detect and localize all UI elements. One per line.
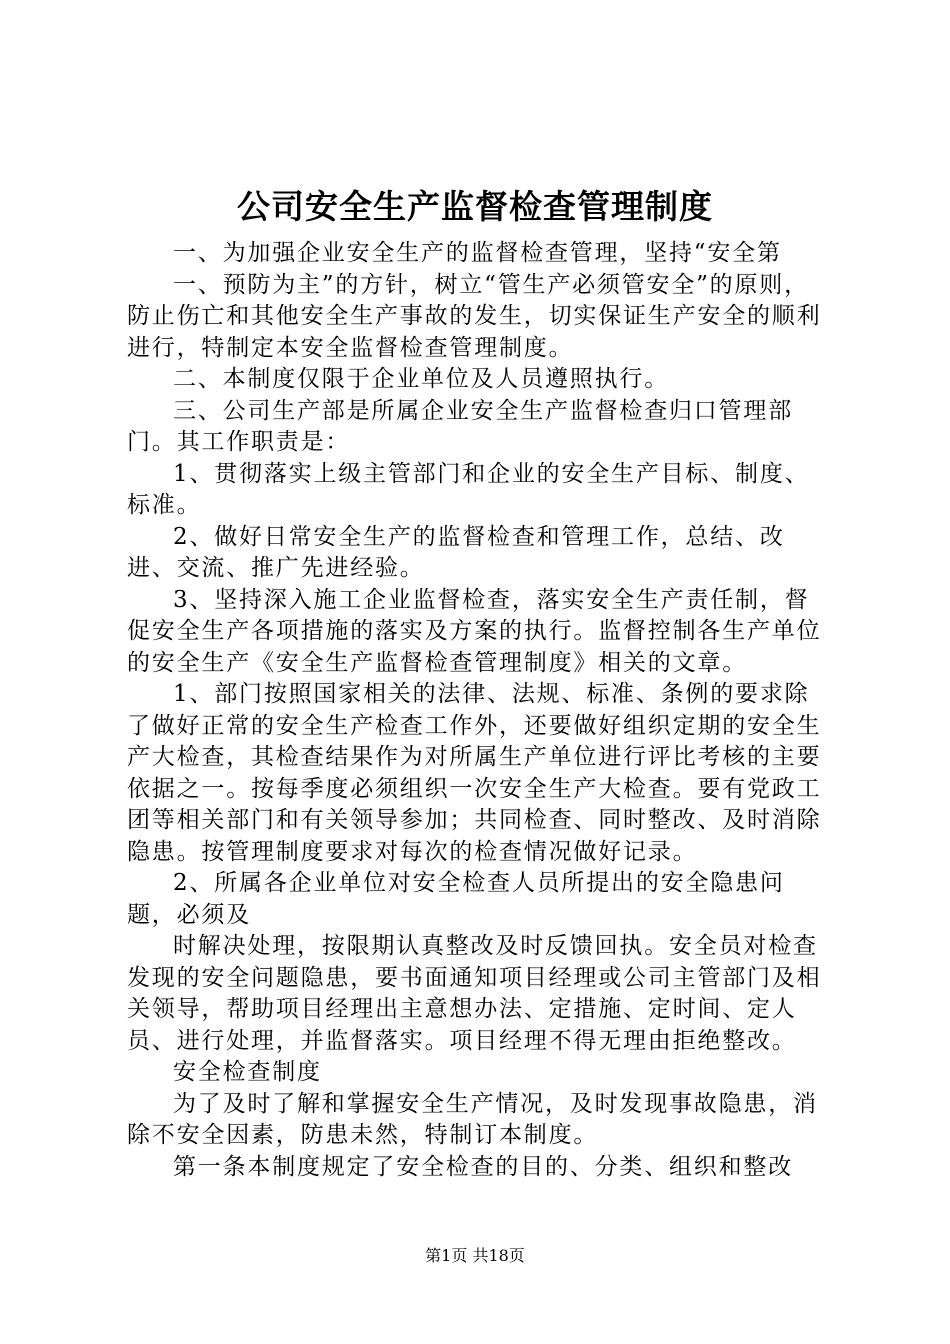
body-paragraph: 2、所属各企业单位对安全检查人员所提出的安全隐患问题，必须及 bbox=[127, 870, 785, 928]
body-paragraph: 安全检查制度 bbox=[173, 1059, 322, 1085]
body-paragraph: 为了及时了解和掌握安全生产情况，及时发现事故隐患，消除不安全因素，防患未然，特制订本制度。 bbox=[127, 1090, 818, 1148]
body-paragraph: 一、预防为主”的方针，树立“管生产必须管安全”的原则，防止伤亡和其他安全生产事故的发生，切实保证生产安全的顺利进行，特制定本安全监督检查管理制度。 bbox=[127, 271, 822, 361]
body-paragraph: 1、部门按照国家相关的法律、法规、标准、条例的要求除了做好正常的安全生产检查工作外，还要做好组织定期的安全生产大检查，其检查结果作为对所属生产单位进行评比考核的主要依据之一。按每季度必须组织一次安全生产大检查。要有党政工团等相关部门和有关领导参加；共同检查、同时整改、及时消除隐患。按管理制度要求对每次的检查情况做好记录。 bbox=[127, 681, 822, 865]
body-paragraph: 1、贯彻落实上级主管部门和企业的安全生产目标、制度、标准。 bbox=[127, 460, 810, 518]
body-paragraph: 二、本制度仅限于企业单位及人员遵照执行。 bbox=[173, 366, 669, 392]
document-body bbox=[127, 238, 833, 1183]
document-title: 公司安全生产监督检查管理制度 bbox=[237, 187, 713, 226]
body-paragraph: 3、坚持深入施工企业监督检查，落实安全生产责任制，督促安全生产各项措施的落实及方案的执行。监督控制各生产单位的安全生产《安全生产监督检查管理制度》相关的文章。 bbox=[127, 586, 822, 676]
body-paragraph: 三、公司生产部是所属企业安全生产监督检查归口管理部门。其工作职责是： bbox=[127, 397, 793, 455]
body-paragraph: 第一条本制度规定了安全检查的目的、分类、组织和整改 bbox=[173, 1153, 793, 1180]
body-paragraph: 一、为加强企业安全生产的监督检查管理，坚持“安全第 bbox=[173, 240, 782, 266]
body-paragraph: 2、做好日常安全生产的监督检查和管理工作，总结、改进、交流、推广先进经验。 bbox=[127, 523, 785, 581]
page-footer: 第1页 共18页 bbox=[425, 1246, 525, 1265]
body-paragraph: 时解决处理，按限期认真整改及时反馈回执。安全员对检查发现的安全问题隐患，要书面通知项目经理或公司主管部门及相关领导，帮助项目经理出主意想办法、定措施、定时间、定人员、进行处理，并监督落实。项目经理不得无理由拒绝整改。 bbox=[127, 933, 822, 1054]
